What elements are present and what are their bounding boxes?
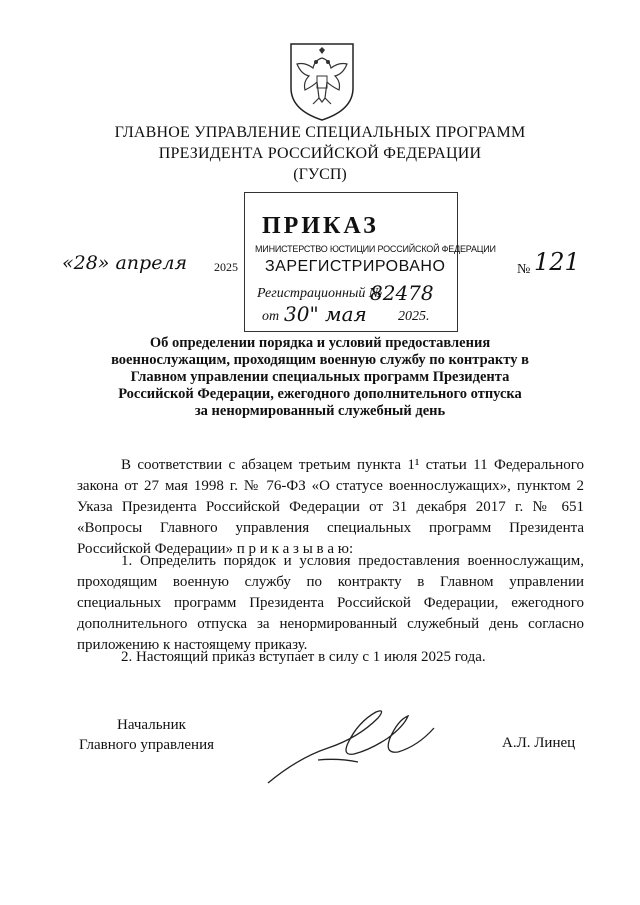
- signatory-position-line-2: Главного управления: [79, 737, 214, 753]
- order-number-value: 121: [534, 248, 580, 276]
- organization-line-1: ГЛАВНОЕ УПРАВЛЕНИЕ СПЕЦИАЛЬНЫХ ПРОГРАММ: [114, 124, 526, 141]
- signatory-position-line-1: Начальник: [117, 717, 186, 733]
- paragraph-item-1: 1. Определить порядок и условия предоставления военнослужащим, проходящим военную службу по контракту в Главном управлении специальных программ Президента Российской Федерации, ежегодного дополнительного отпуска за ненормированный служебный день согласно приложению к настоящему приказу.: [77, 553, 584, 653]
- stamp-ministry: МИНИСТЕРСТВО ЮСТИЦИИ РОССИЙСКОЙ ФЕДЕРАЦИИ: [255, 244, 496, 254]
- coat-of-arms-icon: [283, 40, 361, 122]
- paragraph-preamble: В соответствии с абзацем третьим пункта 1¹ статьи 11 Федерального закона от 27 мая 1998 г. № 76-ФЗ «О статусе военнослужащих», пунктом 2 Указа Президента Российской Федерации от 31 декабря 2017 г. № 651 «Вопросы Главного управления специальных программ Президента Российской Федерации» п р и к а з ы в а ю:: [77, 457, 584, 557]
- order-date-handwritten: «28» апреля: [62, 252, 188, 274]
- order-number-label: №: [517, 262, 531, 277]
- signatory-name: А.Л. Линец: [502, 735, 576, 751]
- paragraph-item-2: 2. Настоящий приказ вступает в силу с 1 июля 2025 года.: [121, 649, 486, 665]
- organization-line-2: ПРЕЗИДЕНТА РОССИЙСКОЙ ФЕДЕРАЦИИ: [158, 145, 482, 162]
- stamp-from-year: 2025.: [398, 309, 430, 324]
- signature-icon: [258, 698, 458, 788]
- document-type-heading: ПРИКАЗ: [262, 213, 379, 239]
- stamp-from-date: 30" мая: [284, 302, 367, 326]
- document-title: Об определении порядка и условий предоставления военнослужащим, проходящим военную службу по контракту в Главном управлении специальных программ Президента Российской Федерации, ежегодного дополнительного отпуска за ненормированный служебный день: [111, 335, 529, 419]
- order-date-year: 2025: [214, 260, 238, 274]
- signatory-position: [79, 715, 214, 755]
- stamp-status: ЗАРЕГИСТРИРОВАНО: [265, 258, 446, 275]
- stamp-reg-label: Регистрационный №: [257, 286, 383, 301]
- organization-abbreviation: (ГУСП): [293, 166, 347, 183]
- stamp-reg-number: 82478: [370, 281, 434, 305]
- stamp-from-label: от: [262, 309, 280, 324]
